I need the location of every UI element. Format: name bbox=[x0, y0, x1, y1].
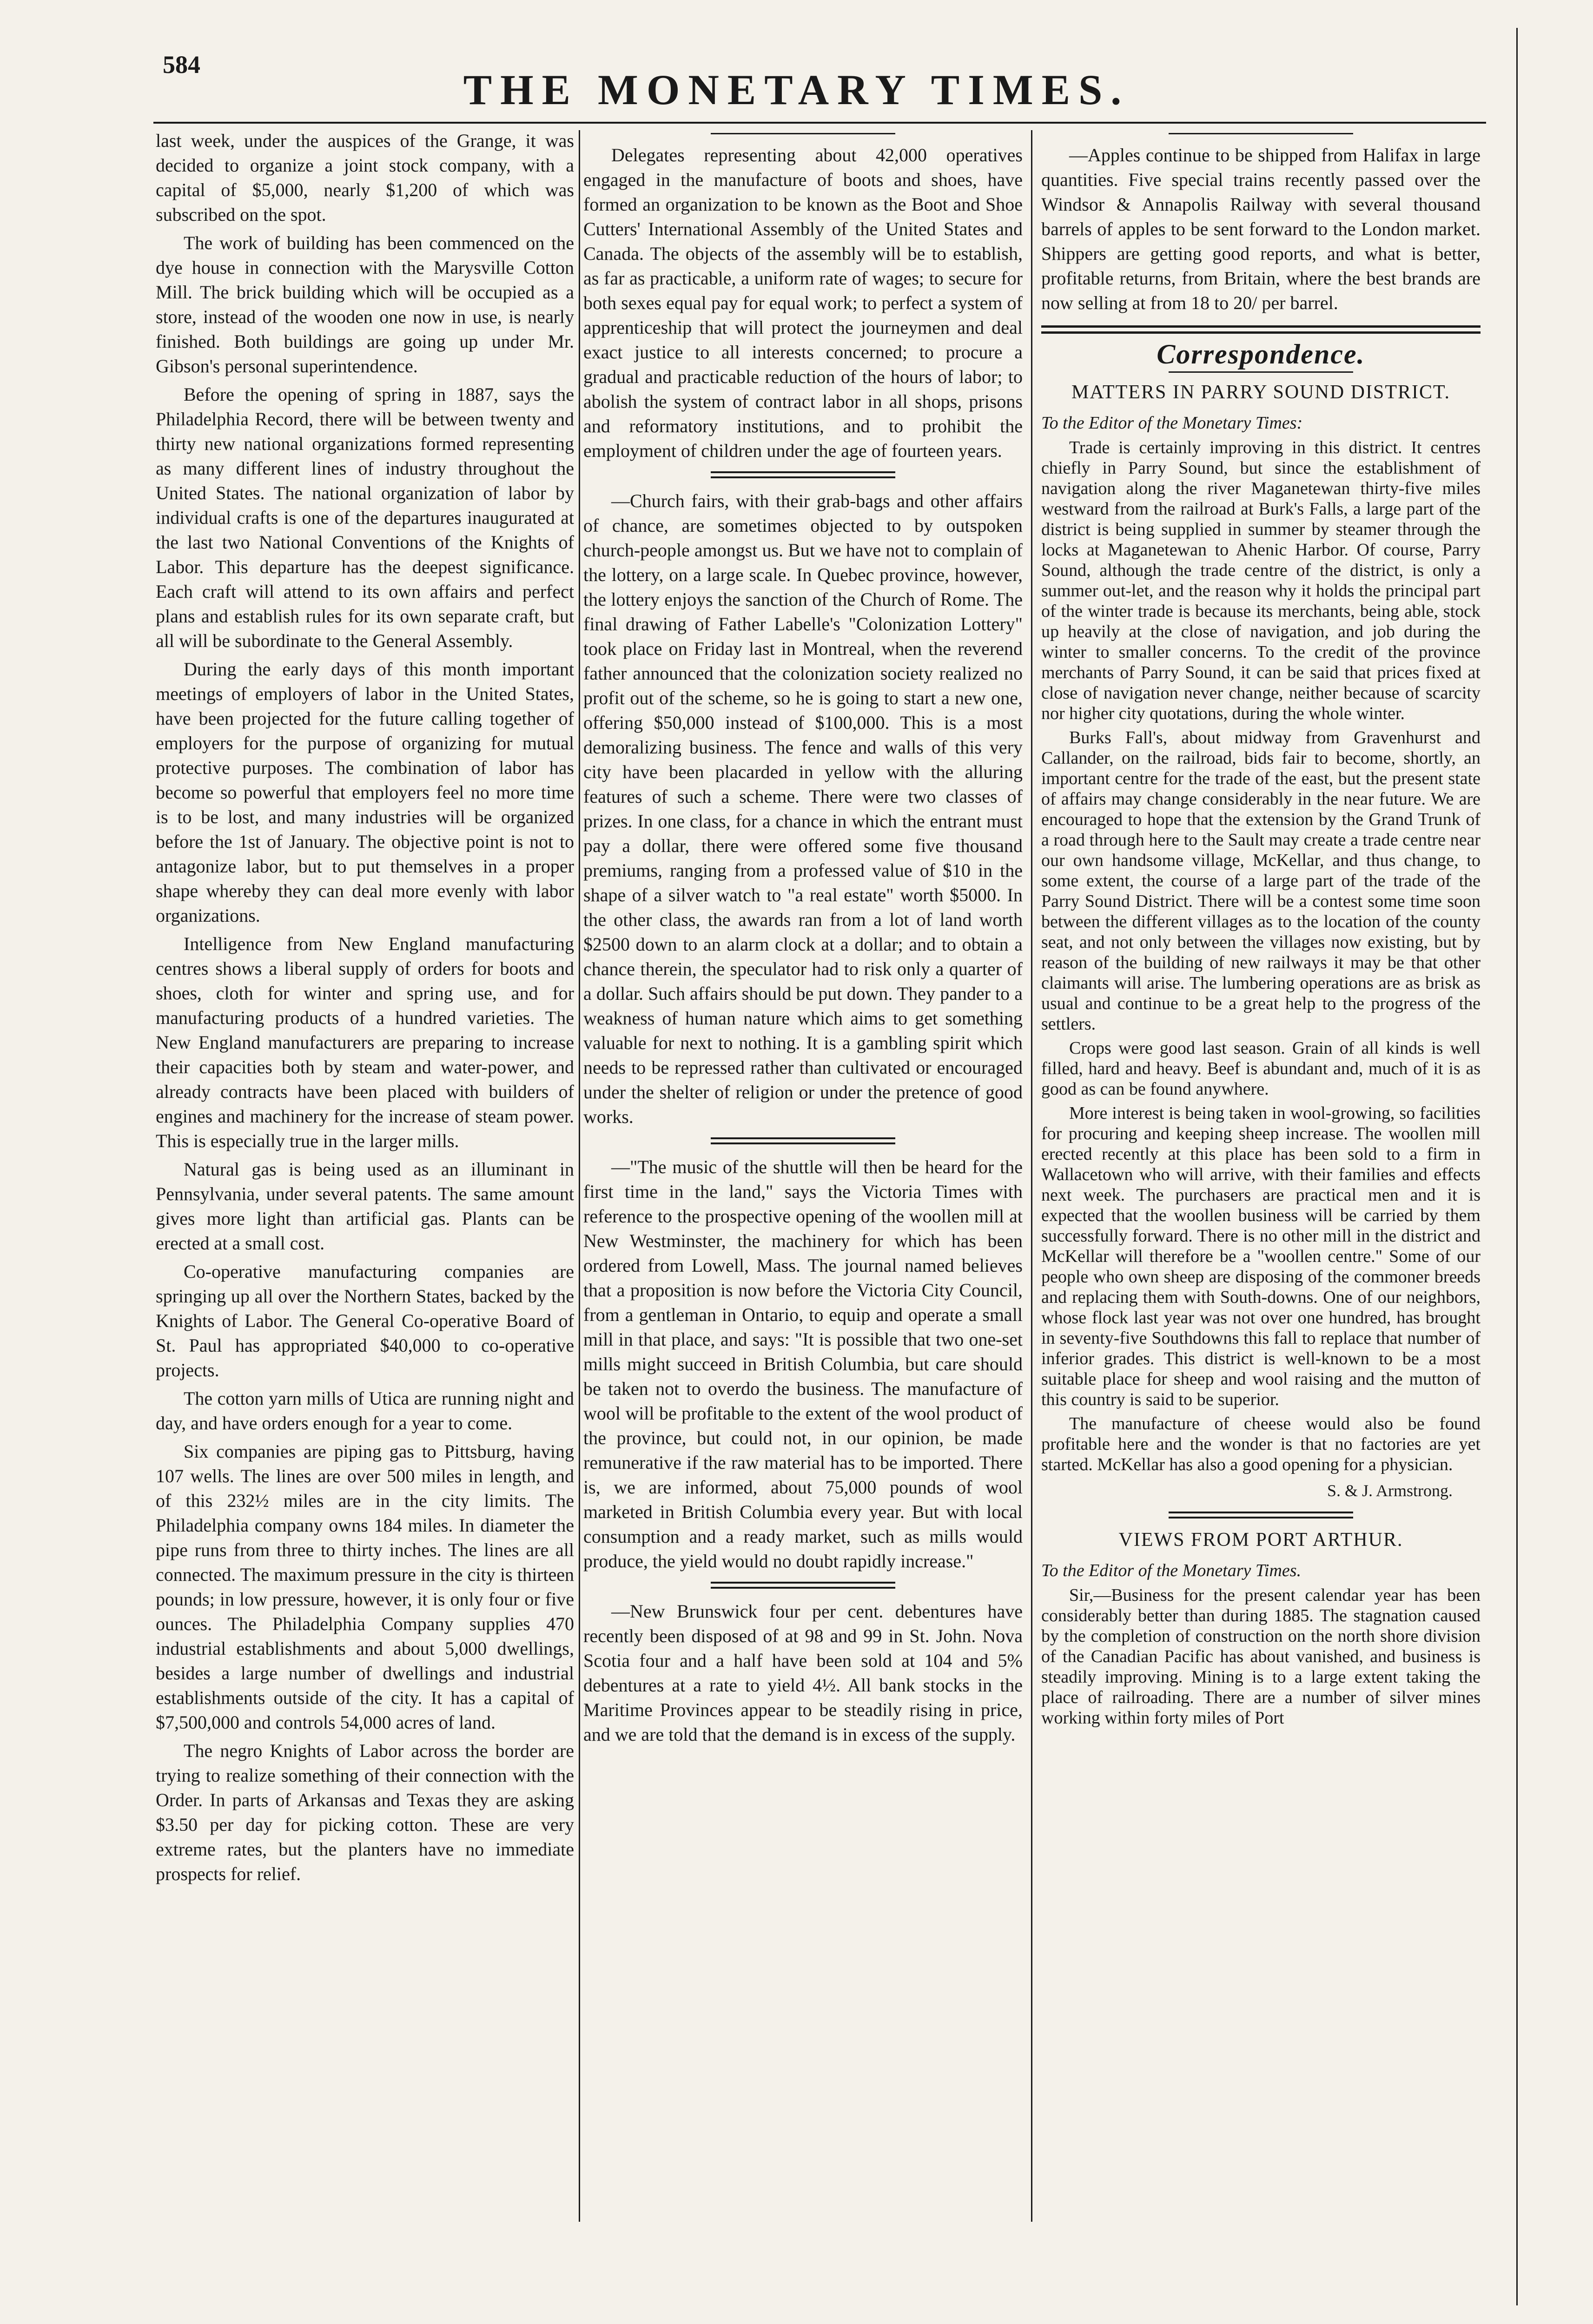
paragraph: During the early days of this month important meetings of employers of labor in the United States, have been projected for the future calling together of employers for the purpose of organizing for mutual protective purposes. The combination of labor has become so powerful that employers feel no more time is to be lost, and many industries will be organized before the 1st of January. The objective point is not to antagonize labor, but to put themselves in a proper shape whereby they can deal more evenly with labor organizations. bbox=[156, 659, 574, 926]
paragraph: Six companies are piping gas to Pittsburg, having 107 wells. The lines are over 500 miles in length, and of this 232½ miles are in the city limits. The Philadelphia company owns 184 miles. In diameter the pipe runs from three to thirty inches. The lines are all connected. The maximum pressure in the city is thirteen pounds; in low pressure, however, it is only four or five ounces. The Philadelphia Company supplies 470 industrial establishments and about 5,000 dwellings, besides a large number of dwellings and industrial establishments outside of the city. It has a capital of $7,500,000 and controls 54,000 acres of land. bbox=[156, 1441, 574, 1733]
paragraph: The manufacture of cheese would also be found profitable here and the wonder is that no factories are yet started. McKellar has also a good opening for a physician. bbox=[1041, 1414, 1481, 1474]
paragraph: Natural gas is being used as an illuminant in Pennsylvania, under several patents. The same amount gives more light than artificial gas. Plants can be erected at a small cost. bbox=[156, 1159, 574, 1254]
masthead: THE MONETARY TIMES. bbox=[463, 66, 1130, 113]
letter-body bbox=[1041, 1585, 1481, 1728]
masthead-rule bbox=[153, 122, 1486, 124]
column-3 bbox=[1041, 128, 1481, 2229]
separator-rule bbox=[1169, 1512, 1353, 1519]
paragraph: —Apples continue to be shipped from Halifax in large quantities. Five special trains recently passed over the Windsor & Annapolis Railway with several thousand barrels of apples to be sent forward to the London market. Shippers are getting good reports, and what is better, profitable returns, from Britain, where the best brands are now selling at from 18 to 20/ per barrel. bbox=[1041, 145, 1481, 313]
paragraph: —New Brunswick four per cent. debentures have recently been disposed of at 98 and 99 in St. John. Nova Scotia four and a half have been sold at 104 and 5% debentures at a rate to yield 4½. All bank stocks in the Maritime Provinces appear to be steadily rising in price, and we are told that the demand is in excess of the supply. bbox=[583, 1601, 1023, 1745]
separator-rule bbox=[711, 1137, 895, 1144]
separator-rule bbox=[711, 1582, 895, 1589]
paragraph: Before the opening of spring in 1887, says the Philadelphia Record, there will be between twenty and thirty new national organizations formed representing as many different lines of industry throughout the United States. The national organization of labor by individual crafts is one of the departures inaugurated at the last two National Conventions of the Knights of Labor. This departure has the deepest significance. Each craft will attend to its own affairs and perfect plans and establish rules for its own separate craft, but all will be subordinate to the General Assembly. bbox=[156, 384, 574, 651]
paragraph: —Church fairs, with their grab-bags and other affairs of chance, are sometimes objected to by outspoken church-people amongst us. But we have not to complain of the lottery, on a large scale. In Quebec province, however, the lottery enjoys the sanction of the Church of Rome. The final drawing of Father Labelle's "Colonization Lottery" took place on Friday last in Montreal, when the reverend father announced that the colonization society realized no profit out of the scheme, so he is going to start a new one, offering $50,000 instead of $100,000. This is a most demoralizing business. The fence and walls of this very city have been placarded in yellow with the alluring features of such a scheme. There were two classes of prizes. In one class, for a chance in which the entrant must pay a dollar, there were offered some five thousand premiums, ranging from a professed value of $10 in the shape of a silver watch to "a real estate" worth $5000. In the other class, the awards ran from a lot of land worth $2500 down to an alarm clock at a dollar; and to obtain a chance therein, the speculator had to risk only a quarter of a dollar. Such affairs should be put down. They pander to a weakness of human nature which aims to get something valuable for next to nothing. It is a gambling spirit which needs to be repressed rather than cultivated or encouraged under the shelter of religion or under the pretence of good works. bbox=[583, 490, 1023, 1127]
paragraph: —"The music of the shuttle will then be heard for the first time in the land," says the Victoria Times with reference to the prospective opening of the woollen mill at New Westminster, the machinery for which has been ordered from Lowell, Mass. The journal named believes that a proposition is now before the Victoria City Council, from a gentleman in Ontario, to equip and operate a small mill in that place, and says: "It is possible that two one-set mills might succeed in British Columbia, but care should be taken not to overdo the business. The manufacture of wool will be profitable to the extent of the wool product of the province, but could not, in our opinion, be made remunerative if the raw material has to be imported. There is, we are informed, about 75,000 pounds of wool marketed in British Columbia every year. But with local consumption and a ready market, such as mills would produce, the yield would no doubt rapidly increase." bbox=[583, 1156, 1023, 1571]
separator-rule bbox=[711, 133, 895, 134]
separator-rule bbox=[1169, 371, 1353, 373]
article-title: MATTERS IN PARRY SOUND DISTRICT. bbox=[1071, 382, 1451, 403]
paragraph: Intelligence from New England manufacturing centres shows a liberal supply of orders for boots and shoes, cloth for winter and spring use, and for manufacturing products of a hundred varieties. The New England manufacturers are preparing to increase their capacities both by steam and water-power, and already contracts have been placed with builders of engines and machinery for the increase of steam power. This is especially true in the larger mills. bbox=[156, 933, 574, 1151]
paragraph: The negro Knights of Labor across the border are trying to realize something of their connection with the Order. In parts of Arkansas and Texas they are asking $3.50 per day for picking cotton. These are very extreme rates, but the planters have no immediate prospects for relief. bbox=[156, 1740, 574, 1884]
salutation: To the Editor of the Monetary Times: bbox=[1041, 413, 1303, 433]
paragraph: More interest is being taken in wool-growing, so facilities for procuring and keeping sheep increase. The woollen mill erected recently at this place has been sold to a firm in Wallacetown who will arrive, with their families and effects next week. The purchasers are practical men and it is expected that the woollen business will be carried by them successfully forward. There is no other mill in the district and McKellar will therefore be a "woollen centre." Some of our people who own sheep are disposing of the commoner breeds and replacing them with South-downs. One of our neighbors, whose flock last year was not over one hundred, has brought in seventy-five Southdowns this fall to replace that number of inferior grades. This district is well-known to be a most suitable place for sheep and wool raising and the mutton of this country is said to be superior. bbox=[1041, 1103, 1481, 1409]
section-heading: Correspondence. bbox=[1157, 339, 1365, 370]
separator-rule bbox=[1169, 133, 1353, 134]
paragraph: Sir,—Business for the present calendar year has been considerably better than during 1885. The stagnation caused by the completion of construction on the north shore division of the Canadian Pacific has about vanished, and business is steadily improving. Mining is to a large extent taking the place of railroading. There are a number of silver mines working within forty miles of Port bbox=[1041, 1585, 1481, 1728]
paragraph: Co-operative manufacturing companies are springing up all over the Northern States, backed by the Knights of Labor. The General Co-operative Board of St. Paul has appropriated $40,000 to co-operative projects. bbox=[156, 1261, 574, 1380]
page-number: 584 bbox=[163, 51, 200, 79]
signature: S. & J. Armstrong. bbox=[1327, 1481, 1453, 1500]
letter-body bbox=[1041, 437, 1481, 1475]
column-separator-1 bbox=[579, 130, 580, 2222]
paragraph: Delegates representing about 42,000 operatives engaged in the manufacture of boots and shoes, have formed an organization to be known as the Boot and Shoe Cutters' International Assembly of the United States and Canada. The objects of the assembly will be to establish, as far as practicable, a uniform rate of wages; to secure for both sexes equal pay for equal work; to perfect a system of apprenticeship that will protect the journeymen and deal exact justice to all interests concerned; to procure a gradual and practicable reduction of the hours of labor; to abolish the system of contract labor in all shops, prisons and reformatory institutions, and to prohibit the employment of children under the age of fourteen years. bbox=[583, 145, 1023, 461]
column-separator-2 bbox=[1031, 130, 1032, 2222]
salutation: To the Editor of the Monetary Times. bbox=[1041, 1561, 1302, 1580]
column-2 bbox=[583, 128, 1023, 2229]
paragraph: The work of building has been commenced on the dye house in connection with the Marysville Cotton Mill. The brick building which will be occupied as a store, instead of the wooden one now in use, is nearly finished. Both buildings are going up under Mr. Gibson's personal superintendence. bbox=[156, 232, 574, 376]
article-title: VIEWS FROM PORT ARTHUR. bbox=[1118, 1529, 1403, 1551]
paragraph: The cotton yarn mills of Utica are running night and day, and have orders enough for a year to come. bbox=[156, 1388, 574, 1433]
column-1 bbox=[156, 128, 574, 2229]
paragraph: Burks Fall's, about midway from Gravenhurst and Callander, on the railroad, bids fair to become, shortly, an important centre for the trade of the east, but the present state of affairs may change considerably in the near future. We are encouraged to hope that the extension by the Grand Trunk of a road through here to the Sault may create a trade centre near our own handsome village, McKellar, and thus change, to some extent, the course of a large part of the trade of the Parry Sound District. There will be a contest some time soon between the different villages as to the location of the county seat, and not only between the villages now existing, but by reason of the building of new railways it may be that other claimants will arise. The lumbering operations are as brisk as usual and continue to be a great help to the progress of the settlers. bbox=[1041, 728, 1481, 1034]
paragraph: Crops were good last season. Grain of all kinds is well filled, hard and heavy. Beef is abundant and, much of it is as good as can be found anywhere. bbox=[1041, 1038, 1481, 1099]
section-rule bbox=[1041, 325, 1481, 334]
paragraph: Trade is certainly improving in this district. It centres chiefly in Parry Sound, but since the establishment of navigation along the river Maganetewan thirty-five miles westward from the railroad at Burk's Falls, a large part of the district is being supplied in summer by steamer through the locks at Maganetewan to Ahenic Harbor. Of course, Parry Sound, although the trade centre of the district, is only a summer out-let, and the reason why it holds the principal part of the winter trade is because its merchants, being able, stock up heavily at the close of navigation, and job during the winter to smaller concerns. To the credit of the province merchants of Parry Sound, it can be said that prices fixed at close of navigation never change, neither because of scarcity nor higher city quotations, during the whole winter. bbox=[1041, 438, 1481, 723]
separator-rule bbox=[711, 471, 895, 478]
page-right-edge bbox=[1516, 28, 1518, 2305]
paragraph: last week, under the auspices of the Grange, it was decided to organize a joint stock company, with a capital of $5,000, nearly $1,200 of which was subscribed on the spot. bbox=[156, 130, 574, 225]
